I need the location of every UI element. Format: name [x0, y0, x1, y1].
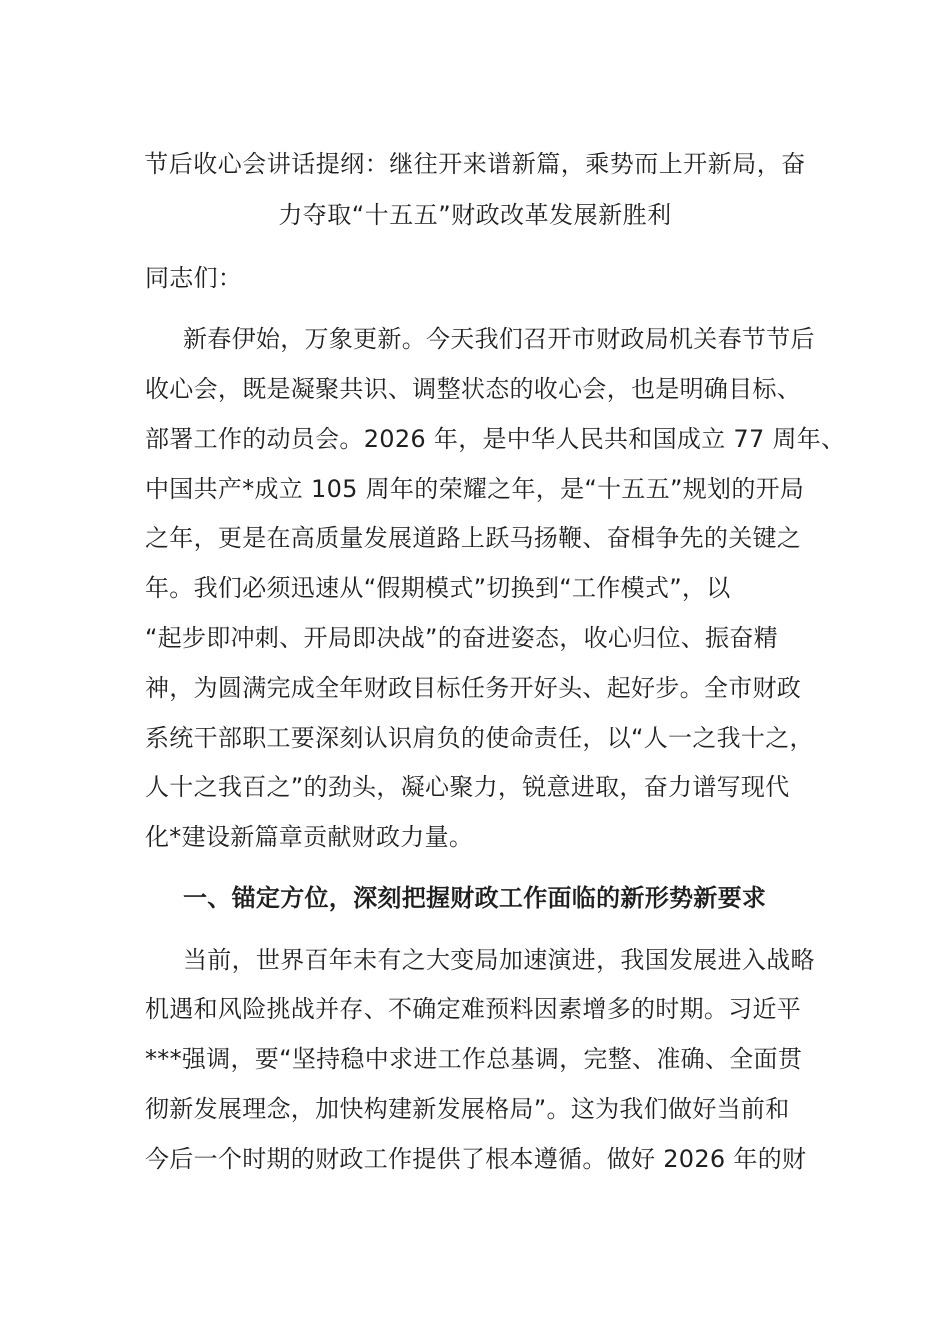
document-title-line-2: 力夺取“十五五”财政改革发展新胜利 — [278, 201, 672, 229]
paragraph-line: 彻新发展理念，加快构建新发展格局”。这为我们做好当前和 — [145, 1095, 790, 1123]
paragraph-line: 中国共产*成立 105 周年的荣耀之年，是“十五五”规划的开局 — [145, 475, 805, 503]
paragraph-line: 人十之我百之”的劲头，凝心聚力，锐意进取，奋力谱写现代 — [145, 773, 790, 801]
paragraph-line: 当前，世界百年未有之大变局加速演进，我国发展进入战略 — [183, 946, 815, 974]
paragraph-line: 神，为圆满完成全年财政目标任务开好头、起好步。全市财政 — [145, 674, 802, 702]
paragraph-line: 年。我们必须迅速从“假期模式”切换到“工作模式”，以 — [145, 574, 731, 602]
paragraph-line: 化*建设新篇章贡献财政力量。 — [145, 823, 474, 851]
paragraph-line: 之年，更是在高质量发展道路上跃马扬鞭、奋楫争先的关键之 — [145, 524, 802, 552]
paragraph-line: 收心会，既是凝聚共识、调整状态的收心会，也是明确目标、 — [145, 375, 802, 403]
paragraph-line: 机遇和风险挑战并存、不确定难预料因素增多的时期。习近平 — [145, 995, 802, 1023]
document-title-line-1: 节后收心会讲话提纲：继往开来谱新篇，乘势而上开新局，奋 — [144, 150, 806, 178]
paragraph-line: 系统干部职工要深刻认识肩负的使命责任，以“人一之我十之， — [145, 724, 814, 752]
paragraph-line: “起步即冲刺、开局即决战”的奋进姿态，收心归位、振奋精 — [145, 624, 778, 652]
paragraph-line: 部署工作的动员会。2026 年，是中华人民共和国成立 77 周年、 — [145, 425, 846, 453]
paragraph-line: 今后一个时期的财政工作提供了根本遵循。做好 2026 年的财 — [145, 1145, 807, 1173]
section-1-heading: 一、锚定方位，深刻把握财政工作面临的新形势新要求 — [183, 884, 767, 912]
salutation: 同志们： — [145, 264, 243, 292]
paragraph-line: 新春伊始，万象更新。今天我们召开市财政局机关春节节后 — [183, 325, 815, 353]
paragraph-line: ***强调，要“坚持稳中求进工作总基调，完整、准确、全面贯 — [145, 1045, 803, 1073]
